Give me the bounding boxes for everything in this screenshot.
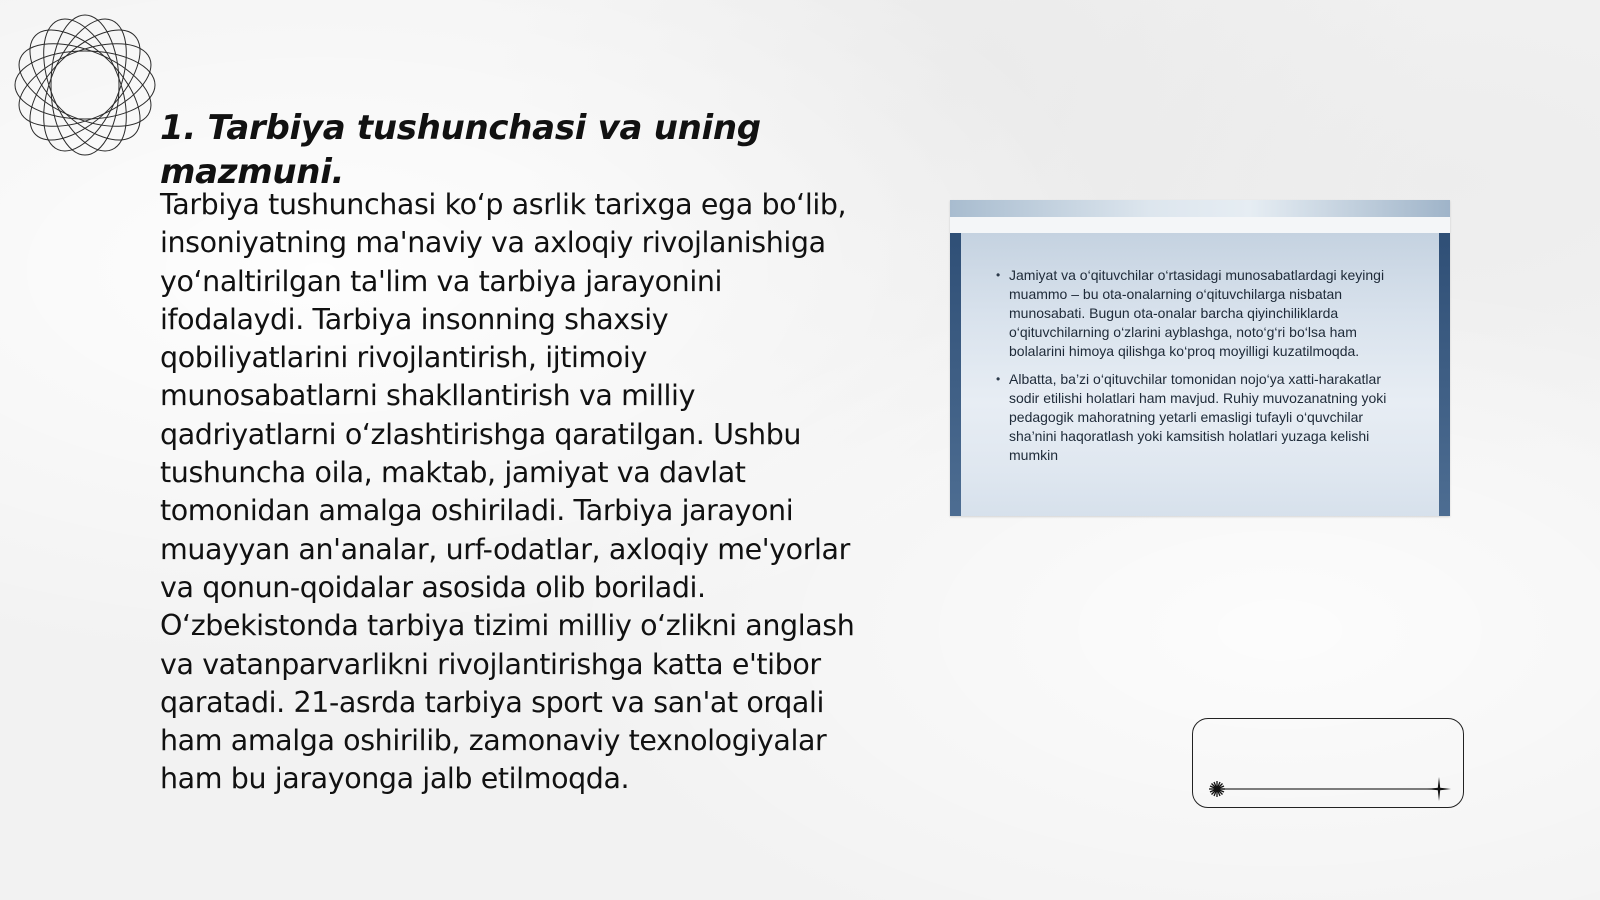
slide-title: 1. Tarbiya tushunchasi va uning mazmuni. <box>160 108 761 192</box>
image-left-edge <box>950 233 961 516</box>
embedded-slide-image <box>950 200 1450 516</box>
sparkle-icon <box>1427 777 1451 801</box>
image-top-band <box>950 200 1450 217</box>
starburst-icon <box>1209 781 1225 797</box>
image-bullet-item <box>996 370 1401 465</box>
image-bullet-text: Jamiyat va o‘qituvchilar o‘rtasidagi munosabatlardagi keyingi muammo – bu ota-onalarning o‘qituvchilarga nisbatan munosabati. Bugun ota-onalar barcha qiyinchiliklarda o‘qituvchilarning o‘zlarini ayblashga, noto‘g‘ri bo‘lsa ham bolalarini himoya qilishga ko‘proq moyilligi kuzatilmoqda. <box>1009 267 1385 359</box>
slide-body-text: Tarbiya tushunchasi ko‘p asrlik tarixga ega bo‘lib, insoniyatning ma'naviy va axloqiy rivojlanishiga yo‘naltirilgan ta'lim va tarbiya jarayonini ifodalaydi. Tarbiya insonning shaxsiy qobiliyatlarini rivojlantirish, ijtimoiy munosabatlarni shakllantirish va milliy qadriyatlarni o‘zlashtirishga qaratilgan. Ushbu tushuncha oila, maktab, jamiyat va davlat tomonidan amalga oshiriladi. Tarbiya jarayoni muayyan an'analar, urf-odatlar, axloqiy me'yorlar va qonun-qoidalar asosida olib boriladi. O‘zbekistonda tarbiya tizimi milliy o‘zlikni anglash va vatanparvarlikni rivojlantirishga katta e'tibor qaratadi. 21-asrda tarbiya sport va san'at orqali ham amalga oshirilib, zamonaviy texnologiyalar ham bu jarayonga jalb etilmoqda. <box>160 188 855 796</box>
image-bullet-item <box>996 266 1401 361</box>
decorative-line <box>1193 719 1465 809</box>
image-white-gap <box>950 217 1450 233</box>
image-bullet-text: Albatta, ba’zi o‘qituvchilar tomonidan nojo‘ya xatti-harakatlar sodir etilishi holatlari ham mavjud. Ruhiy muvozanatning yoki pedagogik mahoratning yetarli emasligi tufayli o‘quvchilar sha’nini haqoratlash yoki kamsitish holatlari yuzaga kelishi mumkin <box>1009 371 1387 463</box>
bullet-dot-icon: • <box>996 372 1001 386</box>
decorative-rounded-box <box>1192 718 1464 808</box>
image-right-edge <box>1439 233 1450 516</box>
spirograph-ornament-icon <box>8 8 162 162</box>
image-bullet-list <box>996 266 1401 474</box>
bullet-dot-icon: • <box>996 268 1001 282</box>
